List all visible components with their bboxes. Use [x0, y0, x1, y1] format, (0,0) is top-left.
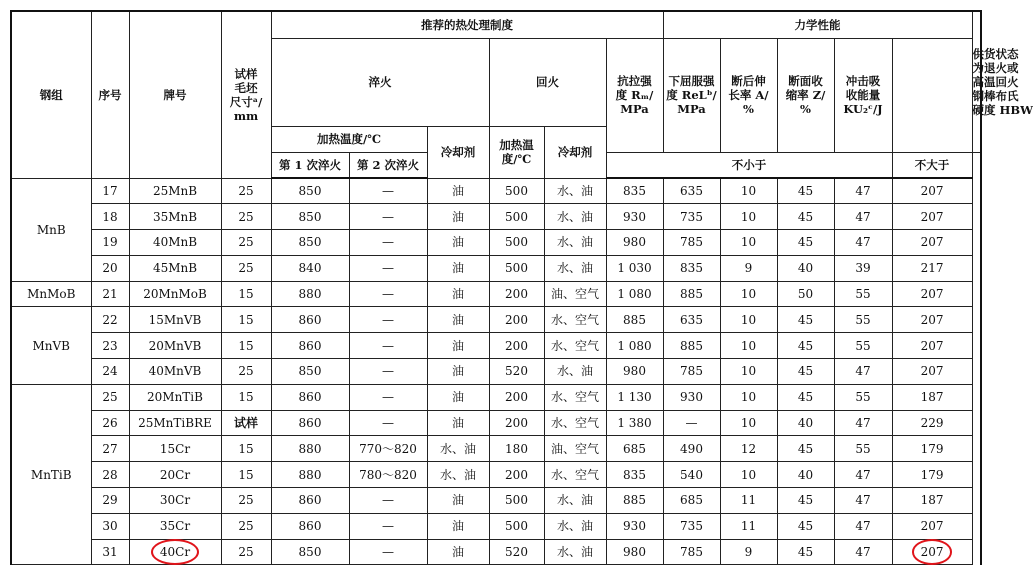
cell-seq: 21 [91, 281, 129, 307]
cell-hardness-hbw: 207 [892, 178, 972, 204]
cell-hardness-hbw: 207 [892, 307, 972, 333]
table-row [11, 281, 981, 307]
cell-temper-temp: 200 [489, 410, 544, 436]
cell-impact-energy: 55 [834, 436, 892, 462]
cell-blank-size: 15 [221, 436, 271, 462]
cell-temper-temp: 500 [489, 488, 544, 514]
cell-seq: 31 [91, 539, 129, 565]
cell-grade: 20MnMoB [129, 281, 221, 307]
cell-elongation: 10 [720, 333, 777, 359]
header-blank-size-line: 毛坯 [234, 80, 258, 95]
cell-temper-temp: 520 [489, 359, 544, 385]
cell-reduction-of-area: 45 [777, 436, 834, 462]
cell-impact-energy: 47 [834, 462, 892, 488]
cell-impact-energy: 55 [834, 307, 892, 333]
cell-seq: 19 [91, 230, 129, 256]
cell-hardness-hbw: 187 [892, 384, 972, 410]
cell-elongation: 10 [720, 307, 777, 333]
cell-quench-coolant: 油 [427, 230, 489, 256]
header-quenching: 淬火 [271, 38, 489, 126]
cell-elongation: 12 [720, 436, 777, 462]
cell-tensile-strength: 1 080 [606, 333, 663, 359]
header-reduction [777, 38, 834, 152]
header-reduction-line: % [800, 102, 811, 116]
cell-steel-group: MnMoB [11, 281, 91, 307]
table-row [11, 204, 981, 230]
cell-tensile-strength: 1 380 [606, 410, 663, 436]
cell-blank-size: 15 [221, 333, 271, 359]
cell-seq: 17 [91, 178, 129, 204]
cell-temper-temp: 500 [489, 230, 544, 256]
cell-blank-size: 25 [221, 255, 271, 281]
header-supply-line: 为退火或 [972, 60, 1019, 75]
header-temper-heating-line: 度/℃ [501, 152, 532, 166]
cell-grade: 20Cr [129, 462, 221, 488]
cell-blank-size: 25 [221, 178, 271, 204]
cell-grade: 40MnVB [129, 359, 221, 385]
header-first-quench: 第 1 次淬火 [271, 152, 349, 178]
cell-first-quench-temp: 850 [271, 204, 349, 230]
header-yield-line: 下屈服强 [668, 74, 715, 88]
cell-temper-temp: 500 [489, 255, 544, 281]
cell-second-quench-temp: — [349, 539, 427, 565]
cell-yield-strength: 930 [663, 384, 720, 410]
cell-hardness-hbw: 229 [892, 410, 972, 436]
cell-impact-energy: 47 [834, 178, 892, 204]
cell-reduction-of-area: 45 [777, 178, 834, 204]
cell-impact-energy: 47 [834, 230, 892, 256]
cell-elongation: 10 [720, 178, 777, 204]
cell-first-quench-temp: 850 [271, 539, 349, 565]
header-tensile-line: 抗拉强 [617, 74, 652, 88]
cell-second-quench-temp: 780～820 [349, 462, 427, 488]
header-yield-line: MPa [677, 102, 706, 116]
header-impact-line: 收能量 [845, 88, 881, 102]
header-temper-coolant: 冷却剂 [544, 126, 606, 178]
cell-second-quench-temp: — [349, 410, 427, 436]
cell-elongation: 11 [720, 513, 777, 539]
cell-elongation: 10 [720, 410, 777, 436]
cell-first-quench-temp: 850 [271, 230, 349, 256]
cell-grade: 30Cr [129, 488, 221, 514]
cell-seq: 24 [91, 359, 129, 385]
cell-yield-strength: 490 [663, 436, 720, 462]
table-row [11, 410, 981, 436]
header-elongation [720, 38, 777, 152]
header-heating-temp: 加热温度/℃ [271, 126, 427, 152]
cell-temper-temp: 200 [489, 462, 544, 488]
header-yield-line: 度 ReLᵇ/ [666, 88, 717, 102]
header-tensile [606, 38, 663, 152]
cell-hardness-hbw-highlighted [892, 539, 972, 565]
header-supply-hardness [972, 11, 1033, 152]
cell-blank-size: 25 [221, 513, 271, 539]
cell-tensile-strength: 980 [606, 359, 663, 385]
cell-seq: 23 [91, 333, 129, 359]
cell-grade: 15Cr [129, 436, 221, 462]
cell-temper-temp: 520 [489, 539, 544, 565]
cell-hardness-hbw: 207 [892, 281, 972, 307]
cell-seq: 25 [91, 384, 129, 410]
cell-second-quench-temp: — [349, 178, 427, 204]
cell-tensile-strength: 835 [606, 178, 663, 204]
cell-hardness-hbw: 179 [892, 436, 972, 462]
cell-quench-coolant: 油 [427, 384, 489, 410]
cell-tensile-strength: 885 [606, 488, 663, 514]
cell-temper-coolant: 水、油 [544, 539, 606, 565]
cell-elongation: 11 [720, 488, 777, 514]
red-circle-annotation: 207 [920, 545, 944, 560]
table-row [11, 230, 981, 256]
header-yield [663, 38, 720, 152]
cell-temper-coolant: 油、空气 [544, 436, 606, 462]
cell-yield-strength: 685 [663, 488, 720, 514]
cell-grade: 15MnVB [129, 307, 221, 333]
table-row [11, 488, 981, 514]
table-row [11, 359, 981, 385]
cell-quench-coolant: 油 [427, 255, 489, 281]
cell-yield-strength: 635 [663, 307, 720, 333]
cell-grade: 25MnB [129, 178, 221, 204]
cell-second-quench-temp: — [349, 255, 427, 281]
header-reduction-line: 缩率 Z/ [785, 88, 826, 102]
header-grade: 牌号 [129, 11, 221, 178]
cell-temper-coolant: 水、油 [544, 255, 606, 281]
header-second-quench: 第 2 次淬火 [349, 152, 427, 178]
cell-yield-strength: 835 [663, 255, 720, 281]
table-row [11, 436, 981, 462]
cell-second-quench-temp: — [349, 333, 427, 359]
cell-seq: 18 [91, 204, 129, 230]
cell-first-quench-temp: 860 [271, 513, 349, 539]
cell-tensile-strength: 885 [606, 307, 663, 333]
header-temper-heating [489, 126, 544, 178]
cell-tensile-strength: 1 030 [606, 255, 663, 281]
cell-grade-highlighted [129, 539, 221, 565]
cell-grade: 45MnB [129, 255, 221, 281]
cell-quench-coolant: 水、油 [427, 462, 489, 488]
cell-second-quench-temp: — [349, 359, 427, 385]
cell-impact-energy: 47 [834, 513, 892, 539]
cell-blank-size: 试样 [221, 410, 271, 436]
cell-elongation: 9 [720, 539, 777, 565]
cell-second-quench-temp: — [349, 204, 427, 230]
cell-yield-strength: 635 [663, 178, 720, 204]
cell-yield-strength: 785 [663, 539, 720, 565]
cell-reduction-of-area: 45 [777, 359, 834, 385]
header-supply-line: 供货状态 [972, 46, 1019, 61]
cell-hardness-hbw: 179 [892, 462, 972, 488]
cell-temper-temp: 500 [489, 204, 544, 230]
cell-reduction-of-area: 45 [777, 513, 834, 539]
cell-first-quench-temp: 880 [271, 462, 349, 488]
cell-seq: 30 [91, 513, 129, 539]
header-supply-line: 钢棒布氏 [972, 88, 1019, 103]
table-row [11, 255, 981, 281]
cell-impact-energy: 47 [834, 539, 892, 565]
header-quench-coolant: 冷却剂 [427, 126, 489, 178]
cell-reduction-of-area: 40 [777, 462, 834, 488]
table-row [11, 333, 981, 359]
cell-reduction-of-area: 50 [777, 281, 834, 307]
cell-first-quench-temp: 840 [271, 255, 349, 281]
cell-grade: 40MnB [129, 230, 221, 256]
cell-reduction-of-area: 45 [777, 488, 834, 514]
cell-quench-coolant: 油 [427, 281, 489, 307]
cell-quench-coolant: 油 [427, 488, 489, 514]
table-row [11, 178, 981, 204]
cell-grade: 25MnTiBRE [129, 410, 221, 436]
cell-tensile-strength: 685 [606, 436, 663, 462]
cell-grade: 20MnTiB [129, 384, 221, 410]
cell-grade: 35Cr [129, 513, 221, 539]
cell-blank-size: 25 [221, 539, 271, 565]
cell-yield-strength: 885 [663, 281, 720, 307]
cell-first-quench-temp: 850 [271, 178, 349, 204]
cell-first-quench-temp: 880 [271, 436, 349, 462]
header-tensile-line: 度 Rₘ/ [615, 88, 654, 102]
cell-hardness-hbw: 207 [892, 333, 972, 359]
cell-reduction-of-area: 45 [777, 539, 834, 565]
cell-tensile-strength: 930 [606, 204, 663, 230]
cell-impact-energy: 47 [834, 359, 892, 385]
cell-temper-coolant: 水、油 [544, 230, 606, 256]
cell-second-quench-temp: — [349, 281, 427, 307]
cell-temper-coolant: 油、空气 [544, 281, 606, 307]
cell-impact-energy: 47 [834, 488, 892, 514]
cell-blank-size: 25 [221, 204, 271, 230]
cell-blank-size: 25 [221, 359, 271, 385]
cell-first-quench-temp: 860 [271, 410, 349, 436]
table-row [11, 462, 981, 488]
cell-tensile-strength: 1 080 [606, 281, 663, 307]
cell-temper-coolant: 水、油 [544, 204, 606, 230]
header-supply-line: 硬度 HBW [972, 102, 1033, 117]
cell-steel-group: MnVB [11, 307, 91, 384]
cell-reduction-of-area: 40 [777, 410, 834, 436]
cell-seq: 28 [91, 462, 129, 488]
header-impact [834, 38, 892, 152]
cell-quench-coolant: 油 [427, 333, 489, 359]
cell-reduction-of-area: 40 [777, 255, 834, 281]
cell-second-quench-temp: — [349, 230, 427, 256]
cell-second-quench-temp: — [349, 384, 427, 410]
cell-yield-strength: 785 [663, 359, 720, 385]
cell-first-quench-temp: 860 [271, 333, 349, 359]
cell-temper-temp: 500 [489, 178, 544, 204]
cell-blank-size: 25 [221, 488, 271, 514]
cell-blank-size: 15 [221, 307, 271, 333]
header-blank-size-line: 试样 [234, 66, 258, 81]
header-seq: 序号 [91, 11, 129, 178]
cell-quench-coolant: 油 [427, 539, 489, 565]
cell-reduction-of-area: 45 [777, 307, 834, 333]
cell-temper-temp: 500 [489, 513, 544, 539]
cell-impact-energy: 47 [834, 204, 892, 230]
cell-elongation: 10 [720, 384, 777, 410]
header-mechanical: 力学性能 [663, 11, 972, 38]
cell-tensile-strength: 835 [606, 462, 663, 488]
cell-blank-size: 25 [221, 230, 271, 256]
cell-temper-coolant: 水、油 [544, 178, 606, 204]
cell-temper-coolant: 水、空气 [544, 462, 606, 488]
cell-elongation: 10 [720, 281, 777, 307]
cell-impact-energy: 39 [834, 255, 892, 281]
header-elongation-line: % [743, 102, 754, 116]
cell-temper-coolant: 水、油 [544, 513, 606, 539]
cell-second-quench-temp: — [349, 307, 427, 333]
cell-temper-temp: 200 [489, 384, 544, 410]
cell-hardness-hbw: 207 [892, 513, 972, 539]
cell-elongation: 10 [720, 359, 777, 385]
cell-tensile-strength: 980 [606, 539, 663, 565]
header-impact-line: 冲击吸 [845, 74, 881, 88]
cell-tensile-strength: 1 130 [606, 384, 663, 410]
cell-steel-group: MnB [11, 178, 91, 281]
cell-yield-strength: 735 [663, 513, 720, 539]
cell-temper-coolant: 水、油 [544, 359, 606, 385]
cell-quench-coolant: 油 [427, 410, 489, 436]
cell-temper-coolant: 水、油 [544, 488, 606, 514]
header-not-more-than: 不大于 [892, 152, 972, 178]
cell-quench-coolant: 油 [427, 359, 489, 385]
cell-impact-energy: 55 [834, 333, 892, 359]
cell-hardness-hbw: 217 [892, 255, 972, 281]
header-impact-line: KU₂ᶜ/J [843, 102, 883, 116]
cell-grade: 20MnVB [129, 333, 221, 359]
cell-elongation: 10 [720, 204, 777, 230]
cell-temper-coolant: 水、空气 [544, 333, 606, 359]
table-row [11, 307, 981, 333]
cell-hardness-hbw: 207 [892, 204, 972, 230]
cell-tensile-strength: 930 [606, 513, 663, 539]
cell-hardness-hbw: 187 [892, 488, 972, 514]
header-tempering: 回火 [489, 38, 606, 126]
cell-quench-coolant: 油 [427, 307, 489, 333]
cell-second-quench-temp: 770～820 [349, 436, 427, 462]
cell-quench-coolant: 油 [427, 204, 489, 230]
cell-temper-temp: 200 [489, 281, 544, 307]
table-row [11, 513, 981, 539]
table-row [11, 384, 981, 410]
cell-elongation: 10 [720, 230, 777, 256]
header-reduction-line: 断面收 [788, 74, 823, 88]
cell-elongation: 9 [720, 255, 777, 281]
cell-temper-temp: 180 [489, 436, 544, 462]
cell-blank-size: 15 [221, 384, 271, 410]
cell-temper-coolant: 水、空气 [544, 384, 606, 410]
cell-first-quench-temp: 860 [271, 488, 349, 514]
cell-seq: 26 [91, 410, 129, 436]
cell-quench-coolant: 油 [427, 513, 489, 539]
cell-grade: 35MnB [129, 204, 221, 230]
cell-temper-temp: 200 [489, 333, 544, 359]
steel-properties-table [10, 10, 1033, 565]
header-steel-group: 钢组 [11, 11, 91, 178]
table-header [11, 11, 1033, 178]
cell-temper-coolant: 水、空气 [544, 307, 606, 333]
table-row [11, 539, 981, 565]
cell-yield-strength: 785 [663, 230, 720, 256]
cell-second-quench-temp: — [349, 513, 427, 539]
cell-quench-coolant: 油 [427, 178, 489, 204]
cell-seq: 22 [91, 307, 129, 333]
red-circle-annotation: 40Cr [159, 545, 191, 560]
cell-first-quench-temp: 860 [271, 307, 349, 333]
header-temper-heating-line: 加热温 [499, 138, 534, 152]
cell-yield-strength: 885 [663, 333, 720, 359]
cell-impact-energy: 55 [834, 281, 892, 307]
cell-yield-strength: 735 [663, 204, 720, 230]
cell-impact-energy: 47 [834, 410, 892, 436]
cell-first-quench-temp: 880 [271, 281, 349, 307]
header-supply-line: 高温回火 [972, 74, 1019, 89]
cell-second-quench-temp: — [349, 488, 427, 514]
cell-seq: 20 [91, 255, 129, 281]
header-blank-size-line: 尺寸ᵃ/ [229, 94, 263, 109]
table-body [11, 178, 981, 565]
cell-hardness-hbw: 207 [892, 230, 972, 256]
cell-tensile-strength: 980 [606, 230, 663, 256]
cell-temper-temp: 200 [489, 307, 544, 333]
header-blank-size-line: mm [233, 108, 259, 123]
cell-elongation: 10 [720, 462, 777, 488]
cell-quench-coolant: 水、油 [427, 436, 489, 462]
cell-steel-group: MnTiB [11, 384, 91, 565]
cell-first-quench-temp: 850 [271, 359, 349, 385]
header-tensile-line: MPa [620, 102, 649, 116]
header-heat-treatment: 推荐的热处理制度 [271, 11, 663, 38]
cell-reduction-of-area: 45 [777, 333, 834, 359]
header-blank-size [221, 11, 271, 178]
cell-seq: 27 [91, 436, 129, 462]
cell-temper-coolant: 水、空气 [544, 410, 606, 436]
cell-blank-size: 15 [221, 281, 271, 307]
cell-blank-size: 15 [221, 462, 271, 488]
cell-first-quench-temp: 860 [271, 384, 349, 410]
cell-seq: 29 [91, 488, 129, 514]
cell-reduction-of-area: 45 [777, 384, 834, 410]
cell-reduction-of-area: 45 [777, 204, 834, 230]
cell-reduction-of-area: 45 [777, 230, 834, 256]
cell-yield-strength: — [663, 410, 720, 436]
steel-properties-sheet [10, 10, 1033, 565]
header-not-less-than: 不小于 [606, 152, 892, 178]
header-elongation-line: 断后伸 [731, 74, 766, 88]
cell-yield-strength: 540 [663, 462, 720, 488]
cell-hardness-hbw: 207 [892, 359, 972, 385]
cell-impact-energy: 55 [834, 384, 892, 410]
header-elongation-line: 长率 A/ [728, 88, 769, 102]
